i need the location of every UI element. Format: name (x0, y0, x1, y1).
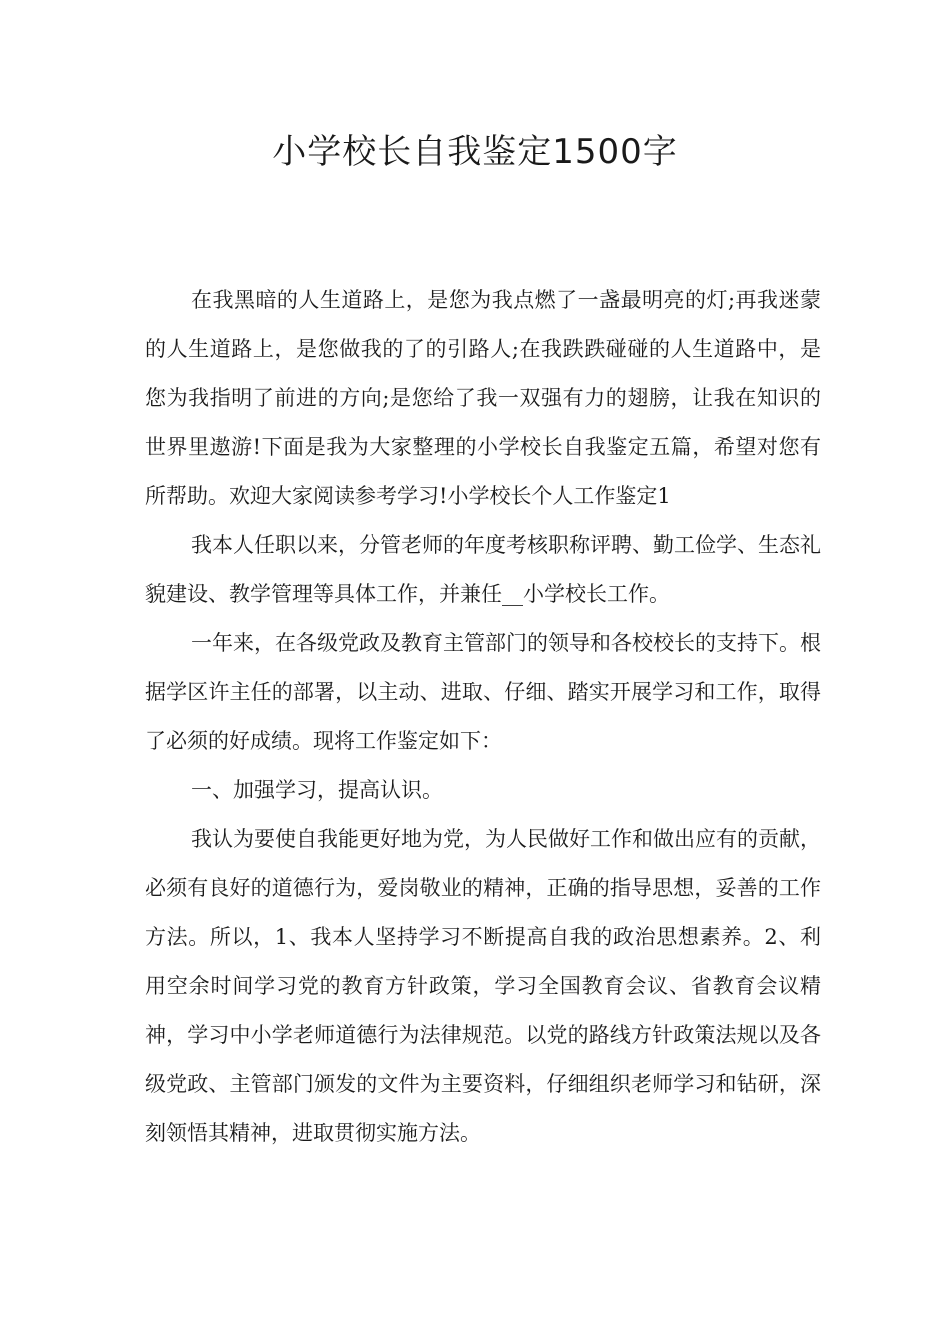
section-heading-study: 一、加强学习，提高认识。 (191, 778, 443, 802)
document-title: 小学校长自我鉴定1500字 (272, 132, 678, 172)
paragraph-duties: 我本人任职以来，分管老师的年度考核职称评聘、勤工俭学、生态礼貌建设、教学管理等具体工作，并兼任__小学校长工作。 (145, 533, 821, 606)
paragraph-intro: 在我黑暗的人生道路上，是您为我点燃了一盏最明亮的灯;再我迷蒙的人生道路上，是您做我的了的引路人;在我跌跌碰碰的人生道路中，是您为我指明了前进的方向;是您给了我一双强有力的翅膀，让我在知识的世界里遨游!下面是我为大家整理的小学校长自我鉴定五篇，希望对您有所帮助。欢迎大家阅读参考学习!小学校长个人工作鉴定1 (145, 288, 821, 508)
document-body (145, 276, 821, 1158)
paragraph-year-summary: 一年来，在各级党政及教育主管部门的领导和各校校长的支持下。根据学区许主任的部署，以主动、进取、仔细、踏实开展学习和工作，取得了必须的好成绩。现将工作鉴定如下： (145, 631, 821, 753)
paragraph-study-detail: 我认为要使自我能更好地为党，为人民做好工作和做出应有的贡献，必须有良好的道德行为，爱岗敬业的精神，正确的指导思想，妥善的工作方法。所以，1、我本人坚持学习不断提高自我的政治思想素养。2、利用空余时间学习党的教育方针政策，学习全国教育会议、省教育会议精神，学习中小学老师道德行为法律规范。以党的路线方针政策法规以及各级党政、主管部门颁发的文件为主要资料，仔细组织老师学习和钻研，深刻领悟其精神，进取贯彻实施方法。 (145, 827, 821, 1145)
